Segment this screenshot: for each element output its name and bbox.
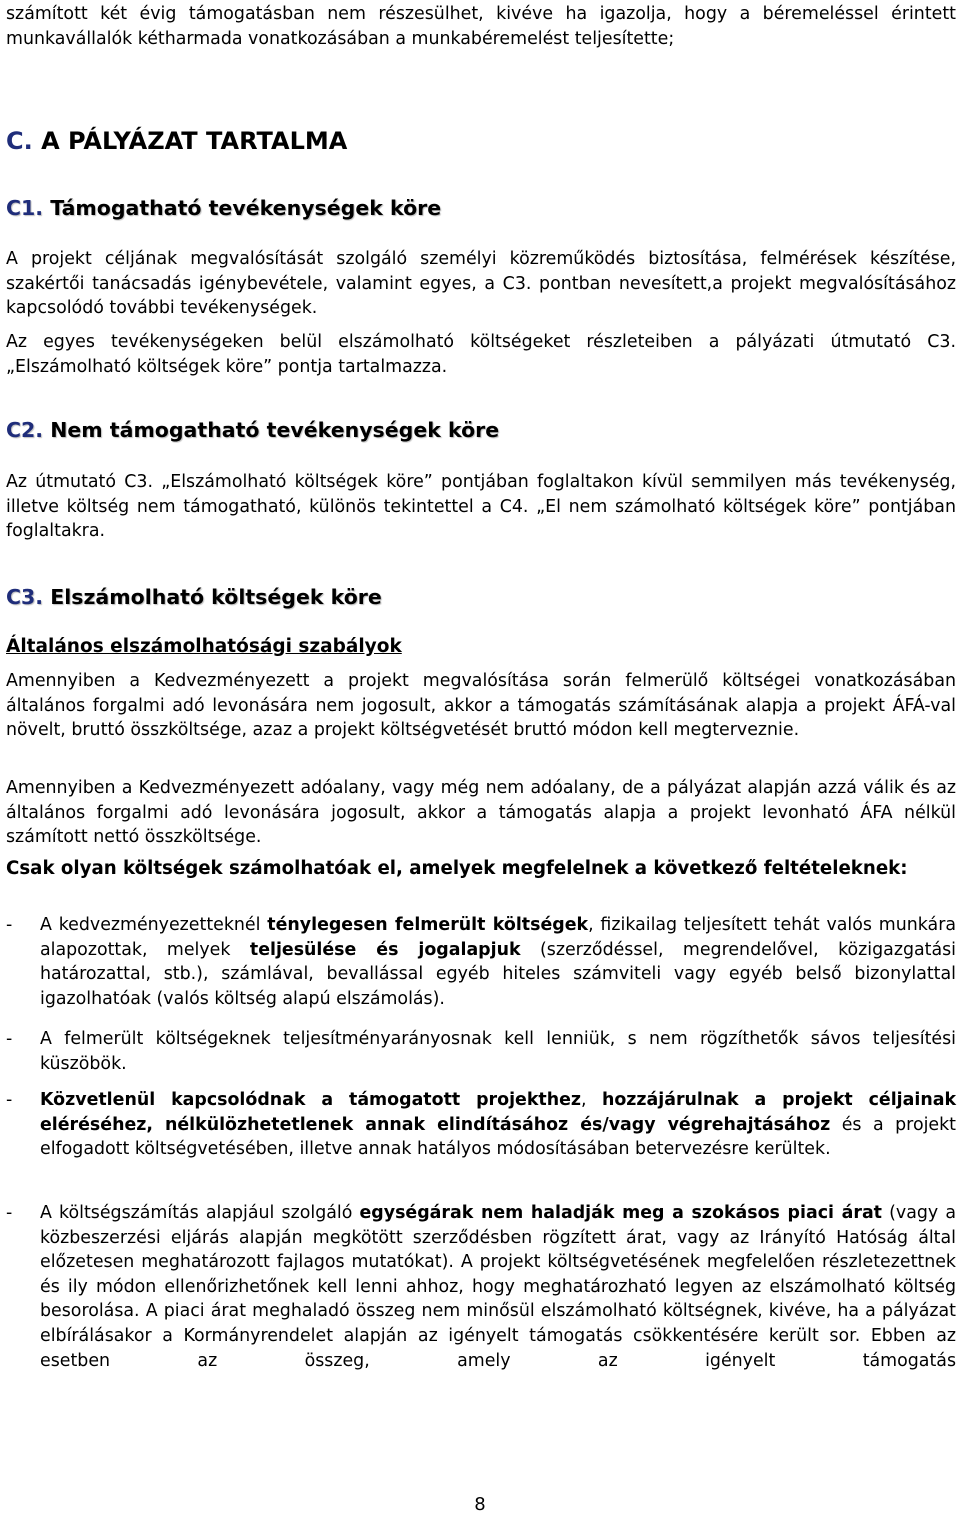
list-item bbox=[6, 1088, 956, 1162]
c2-number: C2. bbox=[6, 418, 44, 442]
list-item-text bbox=[40, 913, 956, 1011]
c1-number: C1. bbox=[6, 196, 44, 220]
c1-text-2: Az egyes tevékenységeken belül elszámolható költségeket részleteiben a pályázati útmutató C3. „Elszámolható költségek köre” pontja tartalmazza. bbox=[6, 332, 956, 377]
list-item bbox=[6, 913, 956, 1011]
intro-text: számított két évig támogatásban nem részesülhet, kivéve ha igazolja, hogy a béremeléssel érintett munkavállalók kétharmada vonatkozásában a munkabéremelést teljesítette; bbox=[6, 4, 956, 49]
c3-paragraph-2 bbox=[6, 776, 956, 850]
bold-run: teljesülése és jogalapjuk bbox=[249, 939, 521, 960]
list-item-text bbox=[40, 1088, 956, 1162]
c2-text-1: Az útmutató C3. „Elszámolható költségek köre” pontjában foglaltakon kívül semmilyen más tevékenység, illetve költség nem támogatható, különös tekintettel a C4. „El nem számolható költségek köre” pontjában foglaltakra. bbox=[6, 472, 956, 542]
c3-text-1: Amennyiben a Kedvezményezett a projekt megvalósítása során felmerülő költségei vonatkozásában általános forgalmi adó levonására nem jogosult, akkor a támogatás számításának alapja a projekt ÁFÁ-val növelt, bruttó összköltsége, azaz a projekt költségvetését bruttó módon kell megterveznie. bbox=[6, 671, 956, 741]
bold-run: hozzájárulnak a projekt céljainak eléréséhez, nélkülözhetetlenek annak elindításához és/vagy végrehajtásához bbox=[40, 1090, 957, 1135]
section-c-heading bbox=[6, 127, 347, 155]
c3-title: Elszámolható költségek köre bbox=[50, 585, 382, 609]
text-run: (szerződéssel, megrendelővel, közigazgatási határozattal, stb.), számlával, bevallással egyéb hiteles számviteli vagy egyéb belső bizonylattal igazolhatóak (valós költség alapú elszámolás). bbox=[40, 939, 957, 1009]
c3-text-2: Amennyiben a Kedvezményezett adóalany, vagy még nem adóalany, de a pályázat alapján azzá válik és az általános forgalmi adó levonására jogosult, akkor a támogatás alapja a projekt levonható ÁFA nélkül számított nettó összköltsége. bbox=[6, 778, 956, 848]
list-item-text bbox=[40, 1201, 956, 1373]
bullet-dash: - bbox=[6, 1029, 13, 1049]
conditions-heading-block bbox=[6, 857, 956, 882]
list-item bbox=[6, 1027, 956, 1076]
c3-paragraph-1 bbox=[6, 669, 956, 743]
c3-subheading: Általános elszámolhatósági szabályok bbox=[6, 636, 402, 657]
bullet-dash: - bbox=[6, 915, 13, 935]
c1-paragraph-2 bbox=[6, 330, 956, 379]
bold-run: egységárak nem haladják meg a szokásos piaci árat bbox=[359, 1203, 882, 1223]
bold-run: ténylegesen felmerült költségek bbox=[267, 915, 589, 935]
c2-paragraph-1 bbox=[6, 470, 956, 544]
list-item-text bbox=[40, 1027, 956, 1076]
c2-title: Nem támogatható tevékenységek köre bbox=[50, 418, 500, 442]
text-run: A költségszámítás alapjául szolgáló bbox=[40, 1203, 360, 1223]
text-run: , fizikailag teljesített tehát valós munkára alapozottak, melyek bbox=[40, 915, 956, 960]
text-run: A felmerült költségeknek teljesítményarányosnak kell lenniük, s nem rögzíthetők sávos teljesítési küszöbök. bbox=[40, 1029, 956, 1074]
c1-text-1: A projekt céljának megvalósítását szolgáló személyi közreműködés biztosítása, felmérések készítése, szakértői tanácsadás igénybevétele, valamint egyes, a C3. pontban nevesített,a projekt megvalósításához kapcsolódó további tevékenységek. bbox=[6, 249, 956, 319]
bullet-dash: - bbox=[6, 1090, 13, 1110]
c1-paragraph-1 bbox=[6, 247, 956, 321]
c3-heading bbox=[6, 585, 382, 609]
text-run: (vagy a közbeszerzési eljárás alapján megkötött szerződésben rögzített árat, vagy az Irányító Hatóság által előzetesen meghatározott fajlagos mutatókat). A projekt költségvetésének megfelelően részletezettnek és ily módon ellenőrizhetőnek kell lenni ahhoz, hogy meghatározható legyen az elszámolható költség besorolása. A piaci árat meghaladó összeg nem minősül elszámolható költségnek, kivéve, ha a pályázat elbírálásakor a Kormányrendelet alapján az igényelt támogatás csökkentésére került sor. Ebben az esetben az összeg, amely az igényelt támogatás bbox=[40, 1203, 956, 1371]
c2-heading bbox=[6, 418, 499, 442]
bold-run: Közvetlenül kapcsolódnak a támogatott projekthez bbox=[40, 1090, 582, 1110]
text-run: , bbox=[581, 1090, 602, 1110]
text-run: és a projekt elfogadott költségvetésében, illetve annak hatályos módosításában betervezésre kerültek. bbox=[40, 1114, 957, 1160]
page-number: 8 bbox=[474, 1494, 486, 1515]
list-item bbox=[6, 1201, 956, 1373]
c1-title: Támogatható tevékenységek köre bbox=[50, 196, 442, 220]
section-c-title: A PÁLYÁZAT TARTALMA bbox=[41, 127, 348, 155]
text-run: A kedvezményezetteknél bbox=[40, 915, 268, 935]
conditions-heading: Csak olyan költségek számolhatóak el, amelyek megfelelnek a következő feltételeknek: bbox=[6, 858, 908, 879]
c1-heading bbox=[6, 196, 441, 220]
bullet-dash: - bbox=[6, 1203, 13, 1223]
section-c-number: C. bbox=[6, 127, 33, 155]
intro-paragraph bbox=[6, 2, 956, 51]
c3-number: C3. bbox=[6, 585, 44, 609]
